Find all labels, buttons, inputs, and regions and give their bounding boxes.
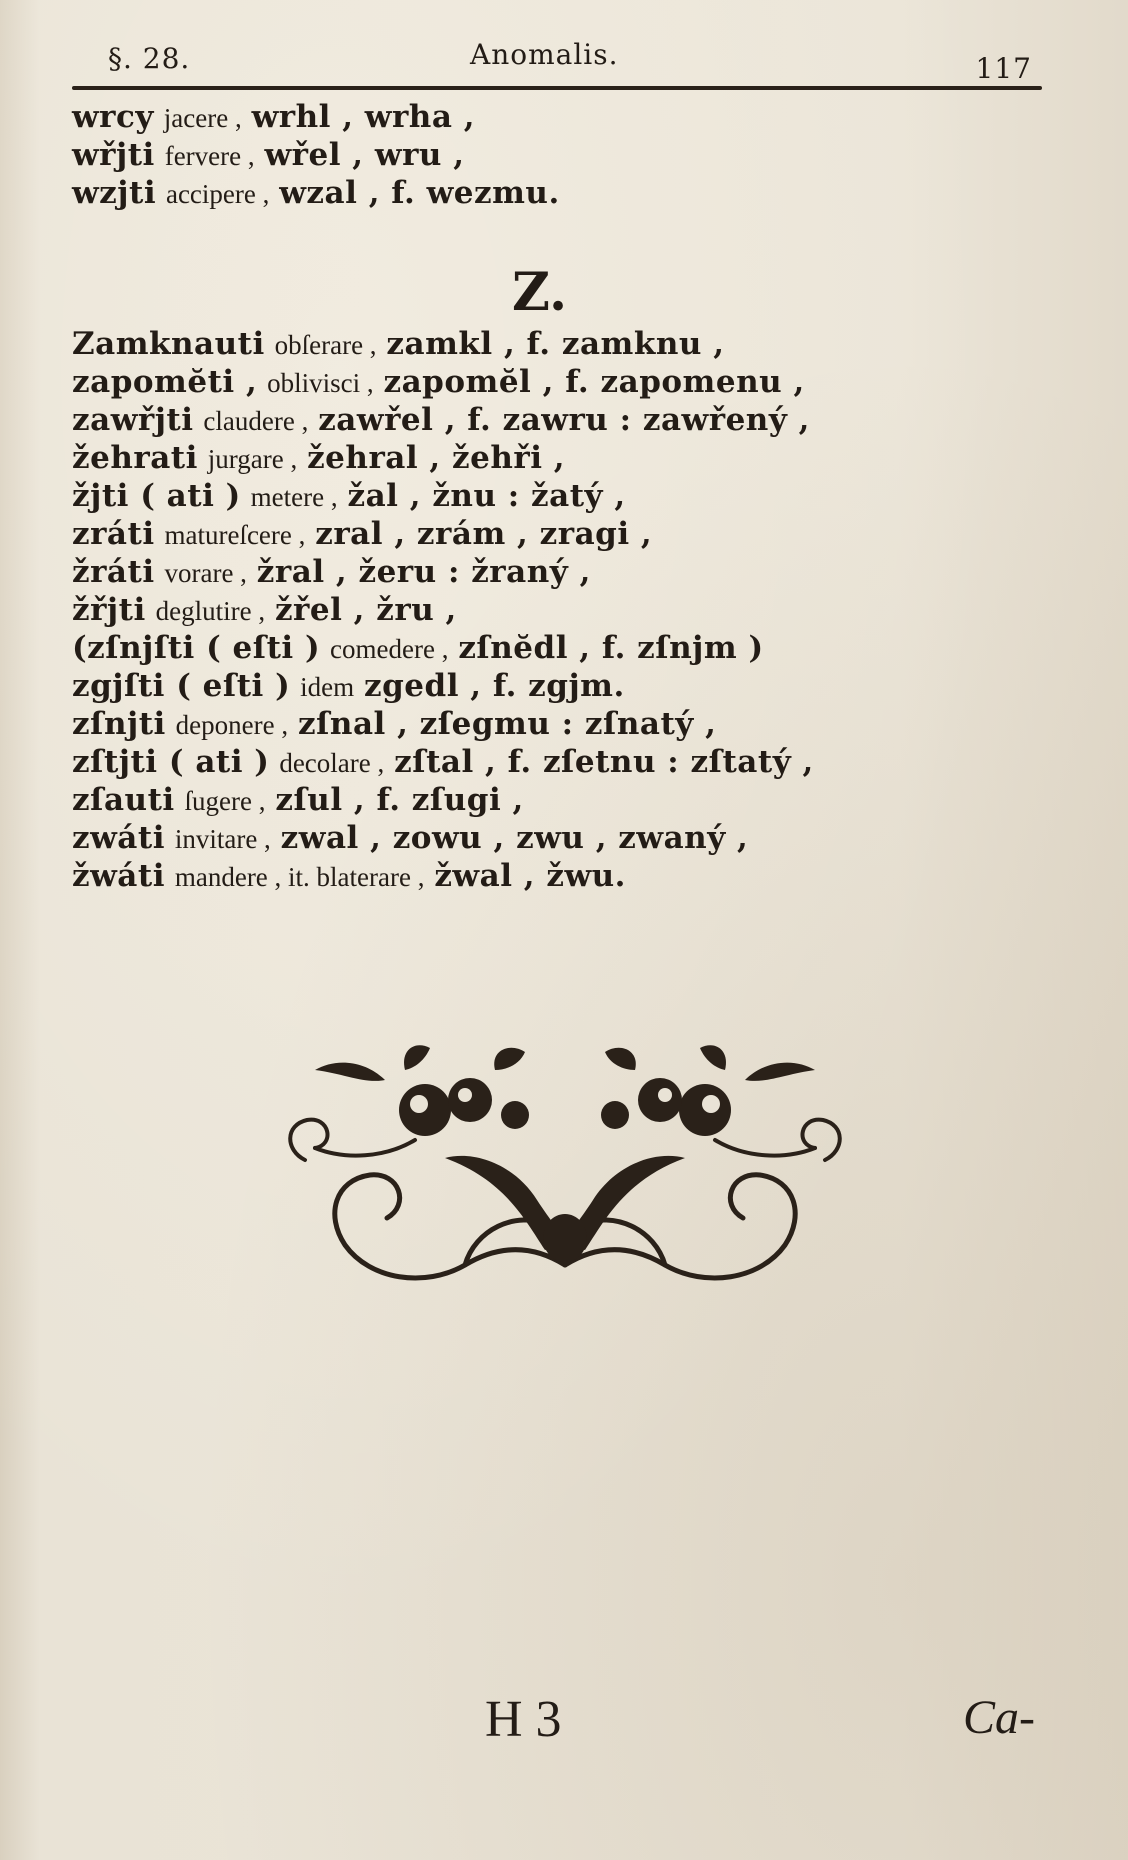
entry-gloss: fervere , xyxy=(164,141,255,171)
entry-forms: zapomĕl , f. zapomenu , xyxy=(383,364,805,400)
entry-gloss: claudere , xyxy=(203,406,309,436)
entry-gloss: metere , xyxy=(250,482,338,512)
entry-forms: žal , žnu : žatý , xyxy=(347,478,626,514)
entry-word: zſtjti ( ati ) xyxy=(72,744,270,780)
entry-forms: žehral , žehři , xyxy=(307,440,566,476)
entry-gloss: comedere , xyxy=(330,634,449,664)
entry-word: (zſnjſti ( eſti ) xyxy=(72,630,321,666)
entry-forms: zamkl , f. zamknu , xyxy=(386,326,725,362)
entry-gloss: idem xyxy=(300,672,355,702)
entry-line xyxy=(72,136,1052,174)
floral-vignette-icon xyxy=(275,1040,855,1290)
entry-forms: zgedl , f. zgjm. xyxy=(364,668,625,704)
entry-gloss: decolare , xyxy=(279,748,385,778)
signature-mark: H 3 xyxy=(485,1691,562,1748)
entry-line xyxy=(72,174,1052,212)
entry-line xyxy=(72,667,1072,705)
running-title: Anomalis. xyxy=(470,38,619,71)
entry-gloss: oblivisci , xyxy=(267,368,374,398)
entry-forms: zwal , zowu , zwu , zwaný , xyxy=(280,820,749,856)
entry-gloss: matureſcere , xyxy=(164,520,306,550)
catchword: Ca- xyxy=(963,1691,1035,1744)
entry-line xyxy=(72,98,1052,136)
entry-forms: žwal , žwu. xyxy=(434,858,626,894)
entry-word: wřjti xyxy=(72,137,155,173)
entry-word: zawřjti xyxy=(72,402,194,438)
entry-word: zwáti xyxy=(72,820,165,856)
entry-line xyxy=(72,629,1072,667)
entry-line xyxy=(72,781,1072,819)
entry-line xyxy=(72,325,1072,363)
entry-forms: wřel , wru , xyxy=(264,137,465,173)
entry-forms: žral , žeru : žraný , xyxy=(256,554,591,590)
entry-line xyxy=(72,439,1072,477)
entry-word: wrcy xyxy=(72,99,154,135)
entry-forms: wrhl , wrha , xyxy=(251,99,476,135)
entry-line xyxy=(72,819,1072,857)
page-number: 117 xyxy=(975,52,1032,85)
entry-gloss: mandere , it. blaterare , xyxy=(174,862,425,892)
entry-line xyxy=(72,553,1072,591)
main-entries xyxy=(72,325,1072,895)
entry-line xyxy=(72,705,1072,743)
entry-word: žráti xyxy=(72,554,155,590)
entry-forms: wzal , f. wezmu. xyxy=(279,175,560,211)
entry-word: žřjti xyxy=(72,592,146,628)
top-entries xyxy=(72,98,1052,212)
entry-forms: zſnĕdl , f. zſnjm ) xyxy=(458,630,764,666)
entry-gloss: deponere , xyxy=(175,710,289,740)
entry-gloss: ſugere , xyxy=(184,786,266,816)
entry-line xyxy=(72,743,1072,781)
entry-word: zſnjti xyxy=(72,706,166,742)
running-header xyxy=(72,38,1042,88)
header-rule xyxy=(72,86,1042,90)
entry-gloss: vorare , xyxy=(164,558,247,588)
entry-gloss: accipere , xyxy=(165,179,270,209)
entry-word: žjti ( ati ) xyxy=(72,478,241,514)
entry-word: zgjſti ( eſti ) xyxy=(72,668,291,704)
entry-line xyxy=(72,515,1072,553)
section-number: §. 28. xyxy=(108,42,191,75)
entry-gloss: obſerare , xyxy=(274,330,377,360)
entry-forms: žřel , žru , xyxy=(274,592,457,628)
entry-line xyxy=(72,477,1072,515)
entry-word: žwáti xyxy=(72,858,165,894)
entry-word: zapomĕti , xyxy=(72,364,258,400)
entry-forms: zral , zrám , zragi , xyxy=(315,516,653,552)
entry-forms: zawřel , f. zawru : zawřený , xyxy=(318,402,810,438)
entry-word: žehrati xyxy=(72,440,198,476)
entry-word: Zamknauti xyxy=(72,326,265,362)
entry-forms: zſnal , zſegmu : zſnatý , xyxy=(297,706,717,742)
entry-line xyxy=(72,401,1072,439)
section-letter: Z. xyxy=(512,262,568,323)
entry-word: zráti xyxy=(72,516,155,552)
entry-forms: zſtal , f. zſetnu : zſtatý , xyxy=(394,744,814,780)
entry-line xyxy=(72,857,1072,895)
entry-word: wzjti xyxy=(72,175,157,211)
entry-gloss: deglutire , xyxy=(155,596,266,626)
entry-gloss: jurgare , xyxy=(207,444,298,474)
entry-forms: zſul , f. zſugi , xyxy=(275,782,524,818)
entry-line xyxy=(72,363,1072,401)
entry-line xyxy=(72,591,1072,629)
entry-gloss: invitare , xyxy=(174,824,271,854)
entry-word: zſauti xyxy=(72,782,175,818)
entry-gloss: jacere , xyxy=(163,103,242,133)
